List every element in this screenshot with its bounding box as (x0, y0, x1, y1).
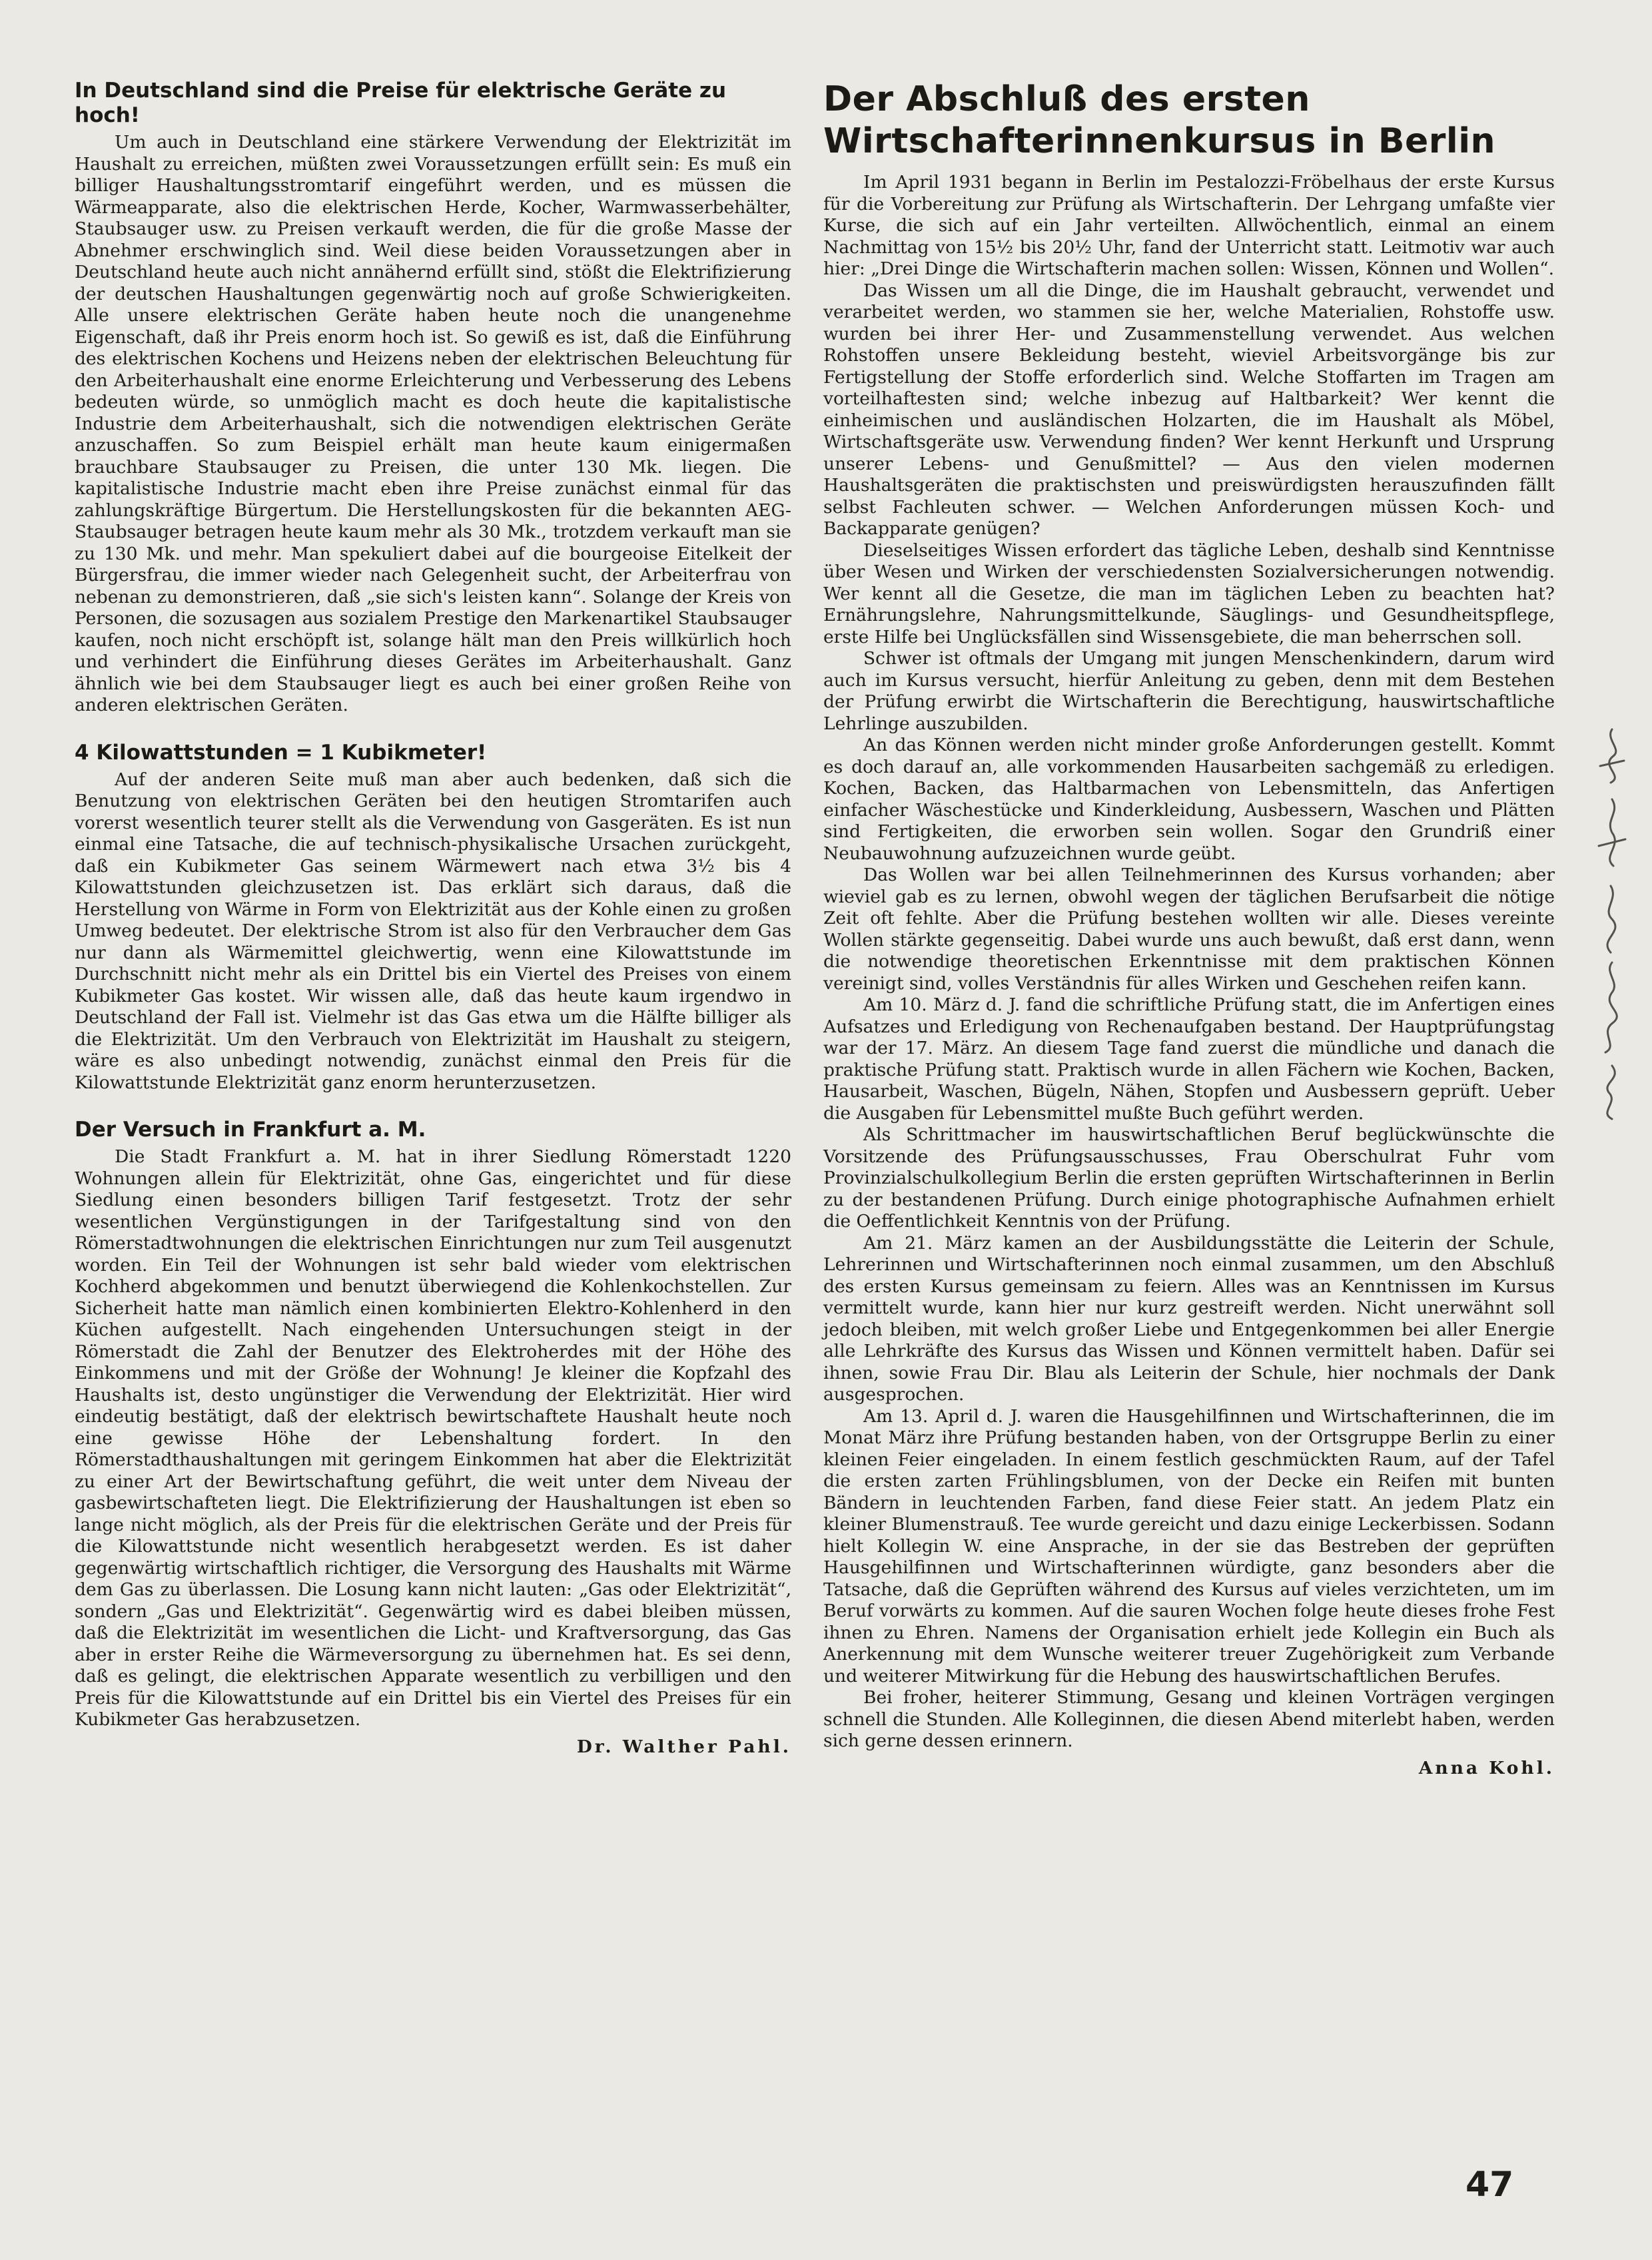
section-heading-frankfurt: Der Versuch in Frankfurt a. M. (75, 1118, 426, 1142)
paragraph: Bei froher, heiterer Stimmung, Gesang und kleinen Vorträgen vergingen schnell die Stunden. Alle Kolleginnen, die diesen Abend miterlebt haben, werden sich gerne dessen erinnern. (823, 1687, 1555, 1751)
paragraph: Am 13. April d. J. waren die Hausgehilfinnen und Wirtschafterinnen, die im Monat März ihre Prüfung bestanden haben, von der Ortsgruppe Berlin zu einer kleinen Feier eingeladen. In einem festlich geschmückten Raum, auf der Tafel die ersten zarten Frühlingsblumen, von der Decke ein Reifen mit bunten Bändern in leuchtenden Farben, fand diese Feier statt. An jedem Platz ein kleiner Blumenstrauß. Tee wurde gereicht und dazu einige Leckerbissen. Sodann hielt Kollegin W. eine Ansprache, in der sie das Bestreben der geprüften Hausgehilfinnen und Wirtschafterinnen würdigte, ganz besonders aber die Tatsache, daß die Geprüften während des Kursus auf vieles verzichteten, um im Beruf vorwärts zu kommen. Auf die sauren Wochen folge heute dieses frohe Fest ihnen zu Ehren. Namens der Organisation erhielt jede Kollegin ein Buch als Anerkennung mit dem Wunsche weiterer treuer Zugehörigkeit zum Verbande und weiterer Mitwirkung für die Hebung des hauswirtschaftlichen Berufes. (823, 1405, 1555, 1687)
author-byline: Anna Kohl. (1418, 1757, 1555, 1778)
paragraph: Schwer ist oftmals der Umgang mit jungen Menschenkindern, darum wird auch im Kursus versucht, hierfür Anleitung zu geben, denn mit dem Bestehen der Prüfung erwirbt die Wirtschafterin die Berechtigung, hauswirtschaftliche Lehrlinge auszubilden. (823, 648, 1555, 734)
section-heading-kilowatt: 4 Kilowattstunden = 1 Kubikmeter! (75, 740, 487, 765)
paragraph: Im April 1931 begann in Berlin im Pestalozzi-Fröbelhaus der erste Kursus für die Vorbereitung zur Prüfung als Wirtschafterin. Der Lehrgang umfaßte vier Kurse, die sich auf ein Jahr verteilten. Allwöchentlich, einmal an einem Nachmittag von 15½ bis 20½ Uhr, fand der Unterricht statt. Leitmotiv war auch hier: „Drei Dinge die Wirtschafterin machen sollen: Wissen, Können und Wollen“. (823, 172, 1555, 279)
paragraph: Am 10. März d. J. fand die schriftliche Prüfung statt, die im Anfertigen eines Aufsatzes und Erledigung von Rechenaufgaben bestand. Der Hauptprüfungstag war der 17. März. An diesem Tage fand zuerst die mündliche und danach die praktische Prüfung statt. Praktisch wurde in allen Fächern wie Kochen, Backen, Hausarbeit, Waschen, Bügeln, Nähen, Stopfen und Ausbessern geprüft. Ueber die Ausgaben für Lebensmittel mußte Buch geführt werden. (823, 994, 1555, 1124)
page-number: 47 (1465, 2165, 1514, 2205)
paragraph: Auf der anderen Seite muß man aber auch bedenken, daß sich die Benutzung von elektrischen Geräten bei den heutigen Stromtarifen auch vorerst wesentlich teurer stellt als die Verwendung von Gasgeräten. Es ist nun einmal eine Tatsache, die auf technisch-physikalische Ursachen zurückgeht, daß ein Kubikmeter Gas seinem Wärmewert nach etwa 3½ bis 4 Kilowattstunden gleichzusetzen ist. Das erklärt sich daraus, daß die Herstellung von Wärme in Form von Elektrizität aus der Kohle einen zu großen Umweg bedeutet. Der elektrische Strom ist also für den Verbraucher dem Gas nur dann als Wärmemittel gleichwertig, wenn eine Kilowattstunde im Durchschnitt nicht mehr als ein Drittel bis ein Viertel des Preises von einem Kubikmeter Gas kostet. Wir wissen alle, daß das heute kaum irgendwo in Deutschland der Fall ist. Vielmehr ist das Gas etwa um die Hälfte billiger als die Elektrizität. Um den Verbrauch von Elektrizität im Haushalt zu steigern, wäre es also unbedingt notwendig, zunächst einmal den Preis für die Kilowattstunde Elektrizität ganz enorm herunterzusetzen. (75, 769, 791, 1093)
right-column (823, 79, 1555, 1778)
author-byline: Dr. Walther Pahl. (576, 1736, 791, 1757)
paragraph: Die Stadt Frankfurt a. M. hat in ihrer Siedlung Römerstadt 1220 Wohnungen allein für Elektrizität, ohne Gas, eingerichtet und für diese Siedlung einen besonders billigen Tarif festgesetzt. Trotz der sehr wesentlichen Vergünstigungen in der Tarifgestaltung sind von den Römerstadtwohnungen die elektrischen Einrichtungen nur zum Teil ausgenutzt worden. Ein Teil der Wohnungen ist sehr bald wieder vom elektrischen Kochherd abgekommen und benutzt überwiegend die Kohlenkochstellen. Zur Sicherheit hatte man nämlich einen kombinierten Elektro-Kohlenherd in den Küchen aufgestellt. Nach eingehenden Untersuchungen steigt in der Römerstadt die Zahl der Benutzer des Elektroherdes mit der Höhe des Einkommens und mit der Größe der Wohnung! Je kleiner die Kopfzahl des Haushalts ist, desto ungünstiger die Verwendung der Elektrizität. Hier wird eindeutig bestätigt, daß der elektrisch bewirtschaftete Haushalt heute noch eine gewisse Höhe der Lebenshaltung fordert. In den Römerstadthaushaltungen mit geringem Einkommen hat aber die Elektrizität zu einer Art der Bewirtschaftung geführt, die weit unter dem Niveau der gasbewirtschafteten liegt. Die Elektrifizierung der Haushaltungen ist eben so lange nicht möglich, als der Preis für die elektrischen Geräte und der Preis für die Kilowattstunde nicht wesentlich herabgesetzt werden. Es ist daher gegenwärtig wirtschaftlich richtiger, die Versorgung des Haushalts mit Wärme dem Gas zu überlassen. Die Losung kann nicht lauten: „Gas oder Elektrizität“, sondern „Gas und Elektrizität“. Gegenwärtig wird es dabei bleiben müssen, daß die Elektrizität im wesentlichen die Licht- und Kraftversorgung, das Gas aber in erster Reihe die Wärmeversorgung zu übernehmen hat. Es sei denn, daß es gelingt, die elektrischen Apparate wesentlich zu verbilligen und den Preis für die Kilowattstunde auf ein Drittel bis ein Viertel des Preises für ein Kubikmeter Gas herabzusetzen. (75, 1146, 791, 1730)
paragraph: Dieselseitiges Wissen erfordert das tägliche Leben, deshalb sind Kenntnisse über Wesen und Wirken der verschiedensten Sozialversicherungen notwendig. Wer kennt all die Gesetze, die man im täglichen Leben zu beachten hat? Ernährungslehre, Nahrungsmittelkunde, Säuglings- und Gesundheitspflege, erste Hilfe bei Unglücksfällen sind Wissensgebiete, die man beherrschen soll. (823, 540, 1555, 647)
article-title: Der Abschluß des ersten Wirtschafterinnenkursus in Berlin (823, 79, 1496, 161)
handwriting-scribble-icon (1572, 719, 1652, 1132)
handwritten-margin-note (1572, 719, 1652, 1132)
paragraph: Am 21. März kamen an der Ausbildungsstätte die Leiterin der Schule, Lehrerinnen und Wirtschafterinnen noch einmal zusammen, um den Abschluß des ersten Kursus gemeinsam zu feiern. Alles was an Kenntnissen im Kursus vermittelt wurde, kann hier nur kurz gestreift werden. Nicht unerwähnt soll jedoch bleiben, mit welch großer Liebe und Entgegenkommen bei aller Energie alle Lehrkräfte des Kursus das Wissen und Können vermittelt haben. Dafür sei ihnen, sowie Frau Dir. Blau als Leiterin der Schule, hier nochmals der Dank ausgesprochen. (823, 1232, 1555, 1405)
paragraph: Als Schrittmacher im hauswirtschaftlichen Beruf beglückwünschte die Vorsitzende des Prüfungsausschusses, Frau Oberschulrat Fuhr vom Provinzialschulkollegium Berlin die ersten geprüften Wirtschafterinnen in Berlin zu der bestandenen Prüfung. Durch einige photographische Aufnahmen erhielt die Oeffentlichkeit Kenntnis von der Prüfung. (823, 1124, 1555, 1232)
paragraph: Das Wollen war bei allen Teilnehmerinnen des Kursus vorhanden; aber wieviel gab es zu lernen, obwohl wegen der täglichen Berufsarbeit die nötige Zeit oft fehlte. Aber die Prüfung bestehen wollten wir alle. Dieses vereinte Wollen stärkte gegenseitig. Dabei wurde uns auch bewußt, daß erst dann, wenn die notwendige theoretischen Erkenntnisse mit dem praktischen Können vereinigt sind, volles Verständnis für alles Wirken und Geschehen reifen kann. (823, 865, 1555, 994)
left-column (75, 79, 791, 1757)
paragraph: Um auch in Deutschland eine stärkere Verwendung der Elektrizität im Haushalt zu erreichen, müßten zwei Voraussetzungen erfüllt sein: Es muß ein billiger Haushaltungsstromtarif eingeführt werden, und es müssen die Wärmeapparate, also die elektrischen Herde, Kocher, Warmwasserbehälter, Staubsauger usw. zu Preisen verkauft werden, die für die große Masse der Abnehmer erschwinglich sind. Weil diese beiden Voraussetzungen aber in Deutschland heute auch nicht annähernd erfüllt sind, stößt die Elektrifizierung der deutschen Haushaltungen gegenwärtig noch auf große Schwierigkeiten. Alle unsere elektrischen Geräte haben heute noch die unangenehme Eigenschaft, daß ihr Preis enorm hoch ist. So gewiß es ist, daß die Einführung des elektrischen Kochens und Heizens neben der elektrischen Beleuchtung für den Arbeiterhaushalt eine enorme Erleichterung und Verbesserung des Lebens bedeuten würde, so unmöglich macht es doch heute die kapitalistische Industrie dem Arbeiterhaushalt, sich die notwendigen elektrischen Geräte anzuschaffen. So zum Beispiel erhält man heute kaum einigermaßen brauchbare Staubsauger zu Preisen, die unter 130 Mk. liegen. Die kapitalistische Industrie macht eben ihre Preise zunächst einmal für das zahlungskräftige Bürgertum. Die Herstellungskosten für die bekannten AEG-Staubsauger betragen heute kaum mehr als 30 Mk., trotzdem verkauft man sie zu 130 Mk. und mehr. Man spekuliert dabei auf die bourgeoise Eitelkeit der Bürgersfrau, die immer wieder nach Gelegenheit sucht, der Arbeiterfrau von nebenan zu demonstrieren, daß „sie sich's leisten kann“. Solange der Kreis von Personen, die sozusagen aus sozialem Prestige den Markenartikel Staubsauger kaufen, noch nicht erschöpft ist, solange hält man den Preis willkürlich hoch und verhindert die Einführung dieses Gerätes im Arbeiterhaushalt. Ganz ähnlich wie bei dem Staubsauger liegt es auch bei einer großen Reihe von anderen elektrischen Geräten. (75, 132, 791, 715)
article-heading-prices: In Deutschland sind die Preise für elektrische Geräte zu hoch! (75, 79, 727, 127)
paragraph: Das Wissen um all die Dinge, die im Haushalt gebraucht, verwendet und verarbeitet werden, wo stammen sie her, welche Materialien, Rohstoffe usw. wurden bei ihrer Her- und Zusammenstellung verwendet. Aus welchen Rohstoffen unsere Bekleidung besteht, wieviel Arbeitsvorgänge bis zur Fertigstellung der Stoffe erforderlich sind. Welche Stoffarten im Tragen am vorteilhaftesten sind; welche inbezug auf Haltbarkeit? Wer kennt die einheimischen und ausländischen Holzarten, die im Haushalt als Möbel, Wirtschaftsgeräte usw. Verwendung finden? Wer kennt Herkunft und Ursprung unserer Lebens- und Genußmittel? — Aus den vielen modernen Haushaltsgeräten die praktischsten und preiswürdigsten herauszufinden fällt selbst Fachleuten schwer. — Welchen Anforderungen müssen Koch- und Backapparate genügen? (823, 280, 1555, 539)
paragraph: An das Können werden nicht minder große Anforderungen gestellt. Kommt es doch darauf an, alle vorkommenden Hausarbeiten sachgemäß zu erledigen. Kochen, Backen, das Haltbarmachen von Lebensmitteln, das Anfertigen einfacher Wäschestücke und Kinderkleidung, Ausbessern, Waschen und Plätten sind Fertigkeiten, die erworben sein wollen. Sogar den Grundriß einer Neubauwohnung aufzuzeichnen wurde geübt. (823, 735, 1555, 864)
